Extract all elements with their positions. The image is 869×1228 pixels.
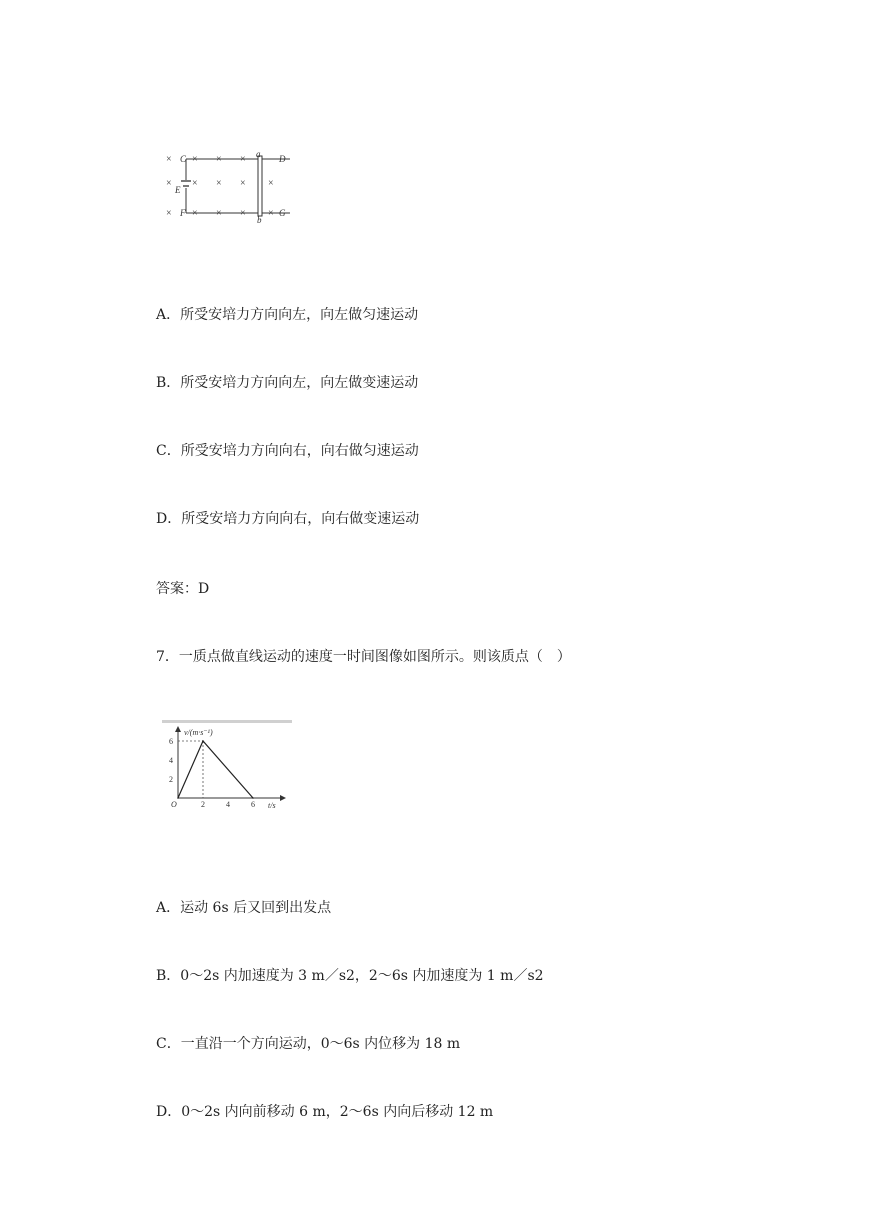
velocity-data-point: [202, 740, 204, 742]
vt-graph-figure: [162, 720, 292, 808]
q6-option-b: B．所受安培力方向向左，向左做变速运动: [156, 375, 419, 391]
label-b: b: [257, 215, 262, 224]
cropped-text-remnant: [162, 720, 292, 723]
q6-option-c: C．所受安培力方向向右，向右做匀速运动: [156, 443, 419, 459]
velocity-series-line: [178, 741, 253, 798]
conducting-rod-ab: [258, 156, 262, 216]
svg-text:×: ×: [192, 154, 198, 165]
label-e: E: [175, 185, 181, 195]
velocity-data-point: [177, 797, 179, 799]
q7-option-b: B．0～2s 内加速度为 3 m／s2，2～6s 内加速度为 1 m／s2: [156, 968, 544, 984]
svg-text:×: ×: [240, 154, 246, 165]
x-axis-label: t/s: [268, 801, 276, 808]
label-f: F: [180, 208, 186, 218]
svg-text:×: ×: [268, 178, 274, 189]
field-x-mark: ×: [166, 154, 172, 165]
y-tick-label: 2: [169, 775, 173, 784]
svg-text:×: ×: [192, 178, 198, 189]
svg-text:×: ×: [240, 208, 246, 219]
x-axis-arrow: [280, 795, 286, 801]
q6-option-a: A．所受安培力方向向左，向左做匀速运动: [156, 307, 419, 323]
svg-text:×: ×: [166, 178, 172, 189]
vt-graph: [162, 720, 292, 808]
q7-option-d: D．0～2s 内向前移动 6 m，2～6s 内向后移动 12 m: [156, 1104, 494, 1120]
q6-option-d: D．所受安培力方向向右，向右做变速运动: [156, 511, 420, 527]
q7-option-c: C．一直沿一个方向运动，0～6s 内位移为 18 m: [156, 1036, 461, 1052]
svg-text:×: ×: [216, 208, 222, 219]
x-tick-label: 6: [251, 800, 255, 808]
y-tick-label: 4: [169, 756, 173, 765]
svg-text:×: ×: [268, 208, 274, 219]
svg-text:×: ×: [240, 178, 246, 189]
label-c: C: [180, 154, 187, 164]
label-g: G: [279, 208, 286, 218]
velocity-data-point: [252, 797, 254, 799]
svg-text:×: ×: [192, 208, 198, 219]
y-axis-label: v/(m·s⁻¹): [184, 728, 213, 737]
label-a: a: [256, 149, 261, 159]
circuit-diagram: [160, 148, 300, 224]
label-d: D: [279, 154, 286, 164]
y-tick-label: 6: [169, 737, 173, 746]
svg-text:×: ×: [166, 208, 172, 219]
y-axis-arrow: [175, 726, 181, 732]
q6-answer: 答案：D: [156, 581, 210, 597]
x-tick-label: 2: [201, 800, 205, 808]
x-tick-label: 4: [226, 800, 230, 808]
q7-question: 7．一质点做直线运动的速度一时间图像如图所示。则该质点（ ）: [156, 649, 571, 665]
q7-option-a: A．运动 6s 后又回到出发点: [156, 900, 332, 916]
svg-text:×: ×: [216, 154, 222, 165]
circuit-figure: [160, 148, 300, 224]
origin-label: O: [171, 800, 177, 808]
svg-text:×: ×: [216, 178, 222, 189]
